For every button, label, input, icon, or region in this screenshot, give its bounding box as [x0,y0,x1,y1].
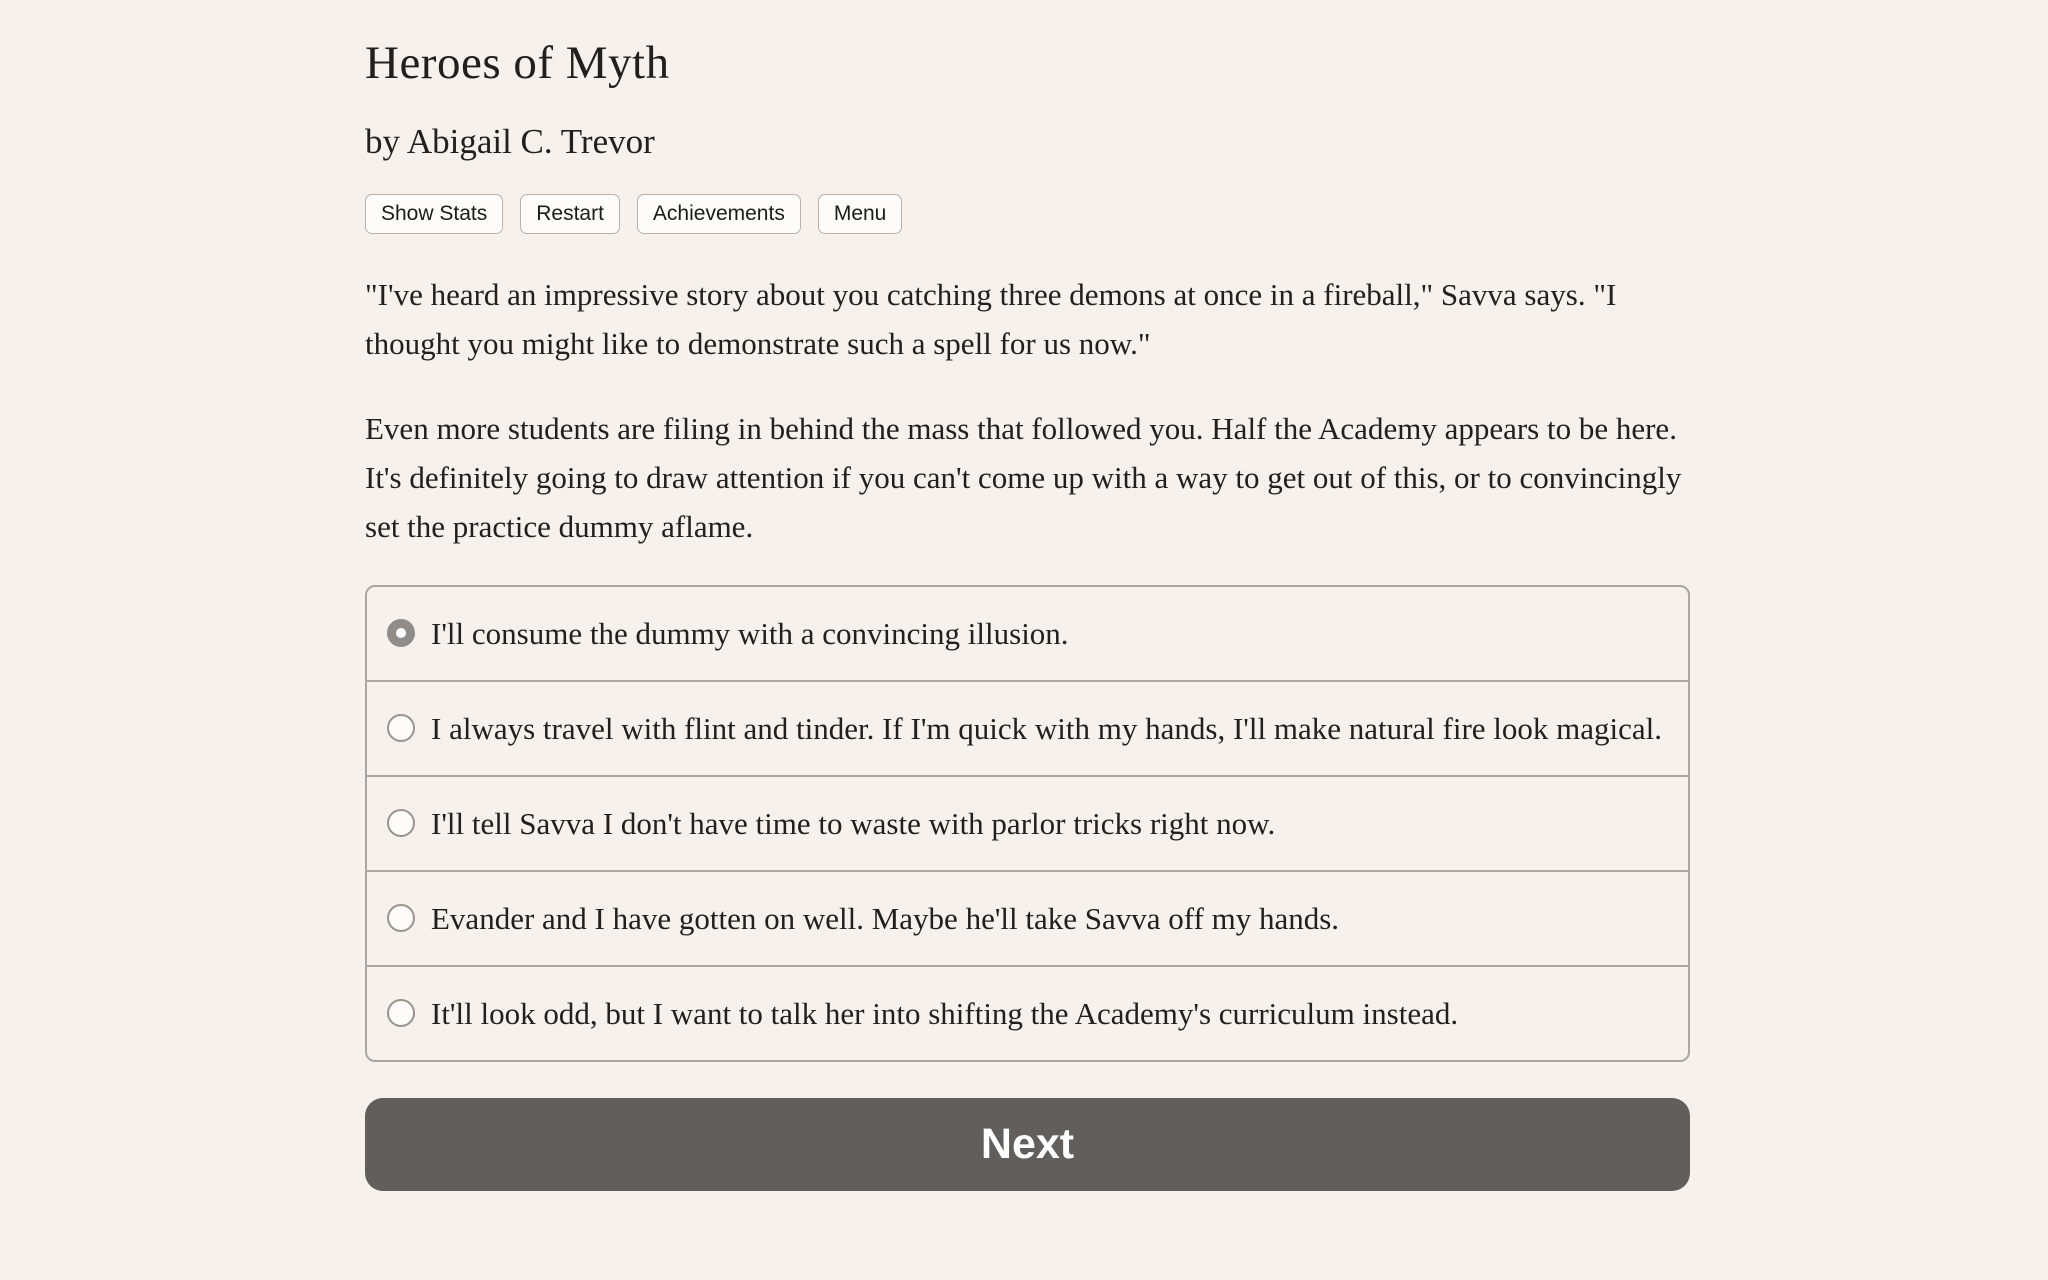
choice-option[interactable] [367,965,1688,1060]
choice-label: I always travel with flint and tinder. If I'm quick with my hands, I'll make natural fire look magical. [431,711,1663,747]
restart-button[interactable]: Restart [520,194,620,234]
toolbar [365,194,1690,234]
game-page [365,0,1690,1191]
choice-label: Evander and I have gotten on well. Maybe he'll take Savva off my hands. [431,901,1340,937]
story-paragraph: Even more students are filing in behind the mass that followed you. Half the Academy appears to be here. It's definitely going to draw attention if you can't come up with a way to get out of this, or to convincingly set the practice dummy aflame. [365,411,1682,545]
achievements-button[interactable]: Achievements [637,194,801,234]
choice-option[interactable] [367,775,1688,870]
choice-label: It'll look odd, but I want to talk her into shifting the Academy's curriculum instead. [431,996,1459,1032]
radio-button-icon[interactable] [387,619,415,647]
choice-option[interactable] [367,870,1688,965]
game-author: by Abigail C. Trevor [365,122,655,161]
choice-list [365,585,1690,1062]
choice-label: I'll tell Savva I don't have time to waste with parlor tricks right now. [431,806,1276,842]
radio-button-icon[interactable] [387,904,415,932]
next-button[interactable]: Next [365,1098,1690,1191]
choice-option[interactable] [367,587,1688,680]
choice-label: I'll consume the dummy with a convincing illusion. [431,616,1069,652]
radio-button-icon[interactable] [387,999,415,1027]
game-title: Heroes of Myth [365,37,670,89]
radio-dot-icon [396,628,406,638]
story-paragraph: "I've heard an impressive story about you catching three demons at once in a fireball," Savva says. "I thought you might like to demonstrate such a spell for us now." [365,277,1617,362]
radio-button-icon[interactable] [387,714,415,742]
show-stats-button[interactable]: Show Stats [365,194,503,234]
radio-button-icon[interactable] [387,809,415,837]
choice-option[interactable] [367,680,1688,775]
menu-button[interactable]: Menu [818,194,903,234]
